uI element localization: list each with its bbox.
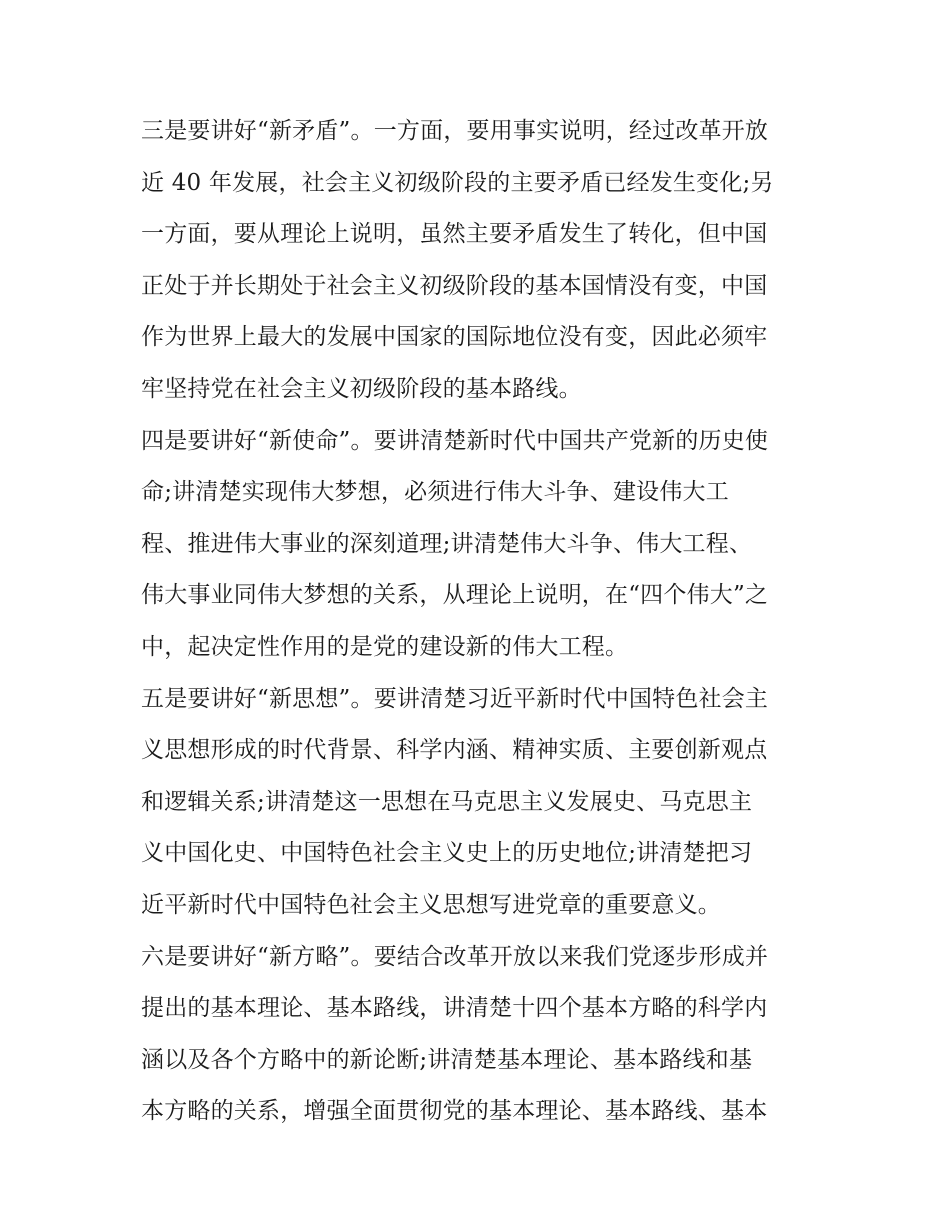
text-line: 和逻辑关系;讲清楚这一思想在马克思主义发展史、马克思主 (141, 788, 753, 815)
text-line: 一方面，要从理论上说明，虽然主要矛盾发生了转化，但中国 (141, 221, 768, 248)
text-line: 本方略的关系，增强全面贯彻党的基本理论、基本路线、基本 (141, 1098, 768, 1125)
text-line: 涵以及各个方略中的新论断;讲清楚基本理论、基本路线和基 (141, 1046, 753, 1073)
text-line: 义中国化史、中国特色社会主义史上的历史地位;讲清楚把习 (141, 840, 753, 867)
text-line: 三是要讲好“新矛盾”。一方面，要用事实说明，经过改革开放 (141, 118, 769, 144)
document-body (141, 106, 813, 1138)
text-line: 四是要讲好“新使命”。要讲清楚新时代中国共产党新的历史使 (141, 427, 769, 454)
text-line: 程、推进伟大事业的深刻道理;讲清楚伟大斗争、伟大工程、 (141, 530, 753, 557)
text-line: 命;讲清楚实现伟大梦想，必须进行伟大斗争、建设伟大工 (141, 479, 729, 506)
text-line: 伟大事业同伟大梦想的关系，从理论上说明，在“四个伟大”之 (141, 582, 769, 609)
text-line: 提出的基本理论、基本路线，讲清楚十四个基本方略的科学内 (141, 995, 768, 1022)
text-line: 中，起决定性作用的是党的建设新的伟大工程。 (141, 633, 629, 660)
text-line: 六是要讲好“新方略”。要结合改革开放以来我们党逐步形成并 (141, 943, 769, 970)
text-line: 作为世界上最大的发展中国家的国际地位没有变，因此必须牢 (141, 324, 768, 351)
text-line: 义思想形成的时代背景、科学内涵、精神实质、主要创新观点 (141, 737, 768, 764)
text-line: 近 40 年发展，社会主义初级阶段的主要矛盾已经发生变化;另 (141, 169, 774, 196)
text-line: 牢坚持党在社会主义初级阶段的基本路线。 (141, 375, 582, 402)
text-line: 五是要讲好“新思想”。要讲清楚习近平新时代中国特色社会主 (141, 685, 769, 712)
text-line: 正处于并长期处于社会主义初级阶段的基本国情没有变，中国 (141, 272, 768, 299)
text-line: 近平新时代中国特色社会主义思想写进党章的重要意义。 (141, 891, 721, 918)
